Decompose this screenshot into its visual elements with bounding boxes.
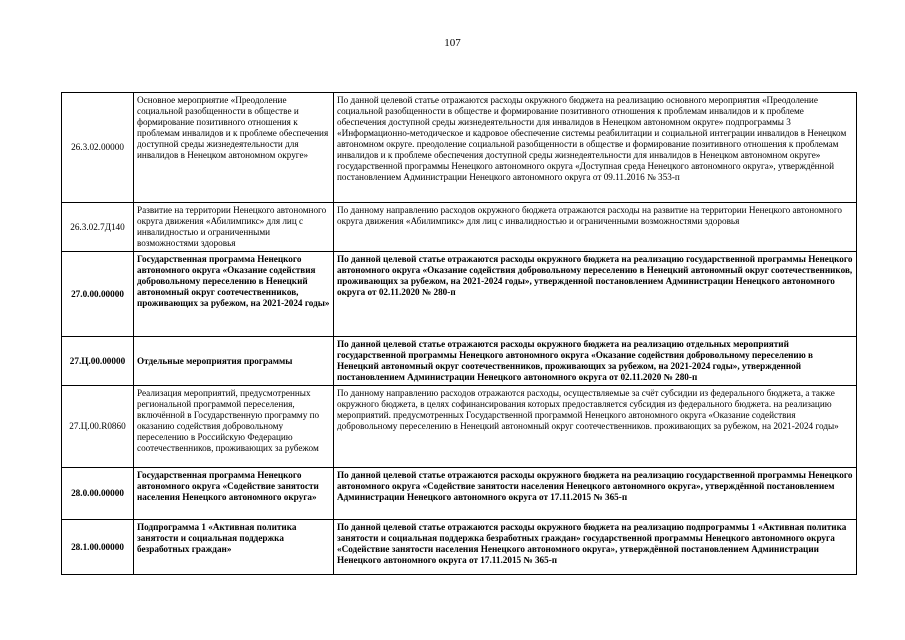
target-code-cell: 27.Ц.00.R0860 (62, 386, 134, 468)
table-row (62, 203, 857, 252)
target-code-cell: 28.0.00.00000 (62, 468, 134, 520)
table-row (62, 468, 857, 520)
target-code-cell: 26.3.02.00000 (62, 93, 134, 203)
target-name-cell: Реализация мероприятий, предусмотренных региональной программой переселения, включённой в Государственную программу по оказанию содействия добровольному переселению в Российскую Федерацию соотечественников, проживающих за рубежом (134, 386, 334, 468)
table-row (62, 252, 857, 337)
target-description-cell: По данному направлению расходов отражаются расходы, осуществляемые за счёт субсидии из федерального бюджета, а также окружного бюджета, в целях софинансирования которых предоставляется субсидия из федерального бюджета. на реализацию мероприятий. предусмотренных Государственной программой Ненецкого автономного округа «Оказание содействия добровольному переселению в Ненецкий автономный округ соотечественников. проживающих за рубежом, на 2021-2024 годы» (334, 386, 857, 468)
target-name-cell: Государственная программа Ненецкого автономного округа «Оказание содействия добровольному переселению в Ненецкий автономный округ соотечественников, проживающих за рубежом, на 2021-2024 годы» (134, 252, 334, 337)
table-row (62, 520, 857, 575)
table-row (62, 386, 857, 468)
target-description-cell: По данному направлению расходов окружного бюджета отражаются расходы на развитие на территории Ненецкого автономного округа движения «Абилимпикс» для лиц с инвалидностью и ограниченными возможностями здоровья (334, 203, 857, 252)
target-description-cell: По данной целевой статье отражаются расходы окружного бюджета на реализацию основного мероприятия «Преодоление социальной разобщенности в обществе и формирование позитивного отношения к проблемам инвалидов и к проблеме обеспечения доступной среды жизнедеятельности для инвалидов в Ненецком автономном округе» подпрограммы 3 «Информационно-методическое и кадровое обеспечение системы реабилитации и социальной интеграции инвалидов в Ненецком автономном округе. преодоление социальной разобщенности в обществе и формирование позитивного отношения к проблемам инвалидов и к проблеме обеспечения доступной среды жизнедеятельности для инвалидов в Ненецком автономном округе» государственной программы Ненецкого автономного округа «Доступная среда Ненецкого автономного округа», утверждённой постановлением Администрации Ненецкого автономного округа от 09.11.2016 № 353-п (334, 93, 857, 203)
target-code-cell: 28.1.00.00000 (62, 520, 134, 575)
target-name-cell: Государственная программа Ненецкого автономного округа «Содействие занятости населения Ненецкого автономного округа» (134, 468, 334, 520)
target-name-cell: Отдельные мероприятия программы (134, 337, 334, 386)
page-number: 107 (444, 37, 461, 49)
target-name-cell: Подпрограмма 1 «Активная политика занятости и социальная поддержка безработных граждан» (134, 520, 334, 575)
target-description-cell: По данной целевой статье отражаются расходы окружного бюджета на реализацию отдельных мероприятий государственной программы Ненецкого автономного округа «Оказание содействия добровольному переселению в Ненецкий автономный округ соотечественников, проживающих за рубежом, на 2021-2024 годы», утвержденной постановлением Администрации Ненецкого автономного округа от 02.11.2020 № 280-п (334, 337, 857, 386)
target-code-cell: 26.3.02.7Д140 (62, 203, 134, 252)
table-row (62, 337, 857, 386)
target-code-cell: 27.0.00.00000 (62, 252, 134, 337)
target-description-cell: По данной целевой статье отражаются расходы окружного бюджета на реализацию государственной программы Ненецкого автономного округа «Содействие занятости населения Ненецкого автономного округа», утверждённой постановлением Администрации Ненецкого автономного округа от 17.11.2015 № 365-п (334, 468, 857, 520)
target-name-cell: Основное мероприятие «Преодоление социальной разобщенности в обществе и формирование позитивного отношения к проблемам инвалидов и к проблеме обеспечения доступной среды жизнедеятельности для инвалидов в Ненецком автономном округе» (134, 93, 334, 203)
table-row (62, 93, 857, 203)
target-description-cell: По данной целевой статье отражаются расходы окружного бюджета на реализацию подпрограммы 1 «Активная политика занятости и социальная поддержка безработных граждан» государственной программы Ненецкого автономного округа «Содействие занятости населения Ненецкого автономного округа», утверждённой постановлением Администрации Ненецкого автономного округа от 17.11.2015 № 365-п (334, 520, 857, 575)
target-code-cell: 27.Ц.00.00000 (62, 337, 134, 386)
target-name-cell: Развитие на территории Ненецкого автономного округа движения «Абилимпикс» для лиц с инвалидностью и ограниченными возможностями здоровья (134, 203, 334, 252)
budget-classification-table (61, 92, 857, 575)
target-description-cell: По данной целевой статье отражаются расходы окружного бюджета на реализацию государственной программы Ненецкого автономного округа «Оказание содействия добровольному переселению в Ненецкий автономный округ соотечественников, проживающих за рубежом, на 2021-2024 годы», утвержденной постановлением Администрации Ненецкого автономного округа от 02.11.2020 № 280-п (334, 252, 857, 337)
